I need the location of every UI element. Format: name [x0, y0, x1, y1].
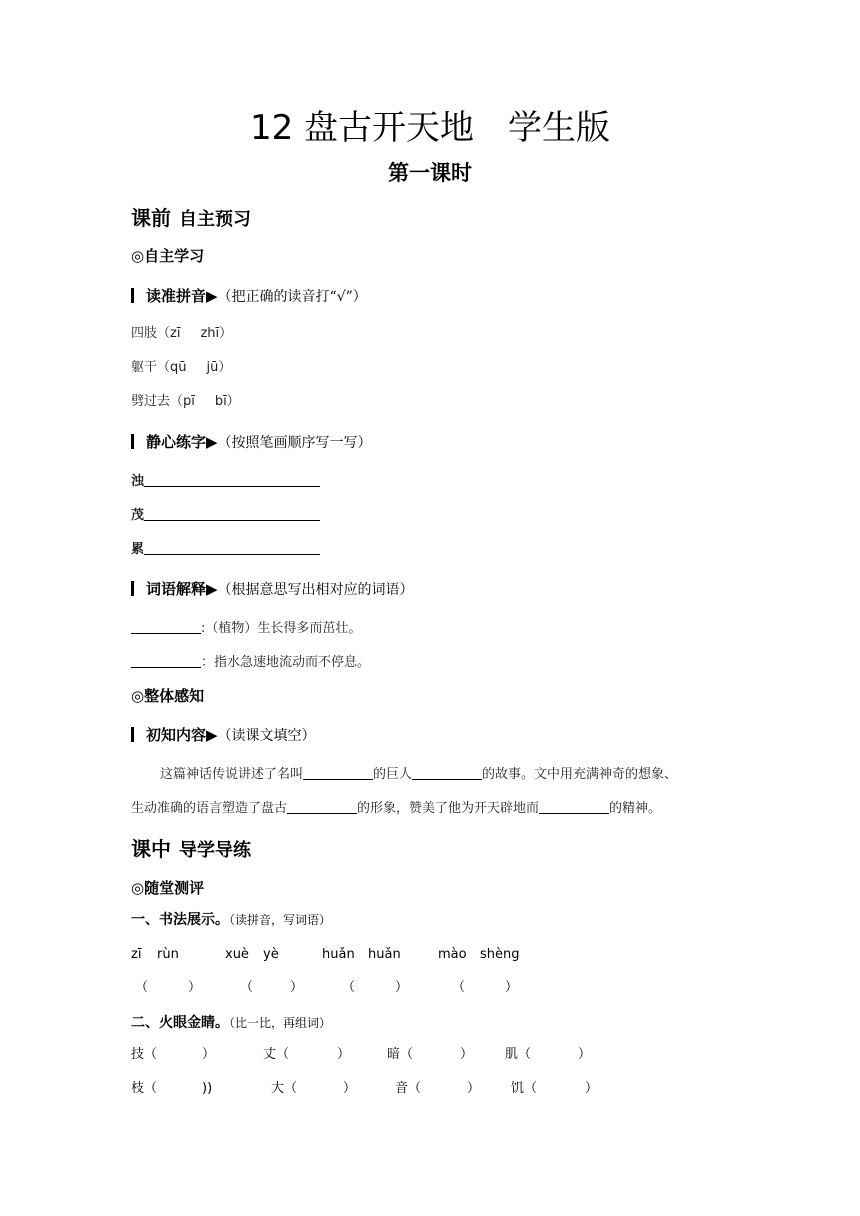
paren-open: （ [240, 980, 254, 995]
compare-char: 暗（ [387, 1047, 414, 1062]
paren-close: )) [202, 1081, 213, 1096]
vocab-item [131, 618, 361, 640]
paragraph-text: 的精神。 [609, 801, 662, 816]
writing-row [131, 505, 320, 527]
paren-close: ） [460, 1047, 474, 1062]
content-label: 初知内容▶ [146, 726, 218, 744]
q2-row-1 [0, 1045, 860, 1065]
q1-answer-row [0, 978, 860, 998]
paren-close: ） [202, 1047, 216, 1062]
pinyin: zī [131, 947, 142, 962]
pinyin: huǎn [322, 947, 355, 962]
practice-char: 茂 [131, 508, 145, 523]
title-edition: 学生版 [508, 108, 611, 148]
page-title [0, 104, 860, 152]
pinyin-option: pī [183, 394, 195, 409]
pinyin: yè [263, 947, 279, 962]
vocab-heading [131, 577, 414, 602]
title-main: 12 盘古开天地 [249, 108, 475, 148]
reading-item [131, 391, 240, 413]
vocab-definition: :（植物）生长得多而茁壮。 [201, 621, 362, 636]
fill-blank[interactable] [412, 765, 482, 780]
paren-close: ） [505, 980, 519, 995]
paragraph-text: 的故事。文中用充满神奇的想象、 [482, 767, 678, 782]
compare-char: 枝（ [131, 1081, 158, 1096]
section-pre-heading [131, 203, 251, 235]
pinyin: xuè [225, 947, 249, 962]
section-marker [131, 581, 134, 596]
vocab-hint: （根据意思写出相对应的词语） [217, 582, 414, 598]
reading-word: 劈过去（ [131, 394, 184, 409]
paren-close: ） [578, 1047, 592, 1062]
compare-char: 肌（ [505, 1047, 532, 1062]
pinyin-option: bī [214, 394, 227, 409]
compare-char: 技（ [131, 1047, 158, 1062]
overall-heading: ◎整体感知 [131, 687, 205, 705]
pinyin: shèng [480, 947, 520, 962]
test-heading: ◎随堂测评 [131, 879, 205, 897]
writing-heading [131, 430, 372, 455]
vocab-blank[interactable] [131, 619, 201, 634]
vocab-label: 词语解释▶ [146, 580, 218, 598]
pinyin: rùn [157, 947, 179, 962]
self-study-heading: ◎自主学习 [131, 247, 205, 265]
compare-char: 饥（ [511, 1081, 538, 1096]
section-mid-label: 课中 [131, 837, 171, 861]
pinyin-option: jū [206, 360, 219, 375]
paren-close: ） [188, 980, 202, 995]
reading-word: 四肢（ [131, 326, 171, 341]
content-hint: （读课文填空） [217, 728, 316, 744]
paren-close: ） [218, 360, 232, 375]
writing-row [131, 471, 320, 493]
q1-pinyin-row [0, 945, 860, 965]
content-paragraph-line-1 [160, 764, 677, 786]
pinyin: huǎn [368, 947, 401, 962]
q2-label: 二、火眼金睛。 [131, 1015, 229, 1031]
pinyin-option: zhī [200, 326, 220, 341]
reading-heading [131, 284, 367, 309]
reading-label: 读准拼音▶ [146, 287, 218, 305]
paren-close: ） [585, 1081, 599, 1096]
section-mid-sub: 导学导练 [179, 840, 251, 861]
vocab-definition: ：指水急速地流动而不停息。 [201, 655, 371, 670]
writing-blank[interactable] [144, 506, 320, 521]
reading-hint: （把正确的读音打“√”） [217, 289, 367, 305]
paren-close: ） [290, 980, 304, 995]
paren-close: ） [337, 1047, 351, 1062]
writing-label: 静心练字▶ [146, 433, 218, 451]
section-pre-sub: 自主预习 [179, 209, 251, 230]
paragraph-text: 这篇神话传说讲述了名叫 [160, 767, 304, 782]
reading-item [131, 323, 232, 345]
q1-label: 一、书法展示。 [131, 912, 229, 928]
section-marker [131, 434, 134, 449]
paragraph-text: 的形象，赞美了他为开天辟地而 [357, 801, 540, 816]
pinyin-option: zī [170, 326, 181, 341]
q1-hint: （读拼音，写词语） [229, 913, 332, 927]
content-heading [131, 723, 316, 748]
fill-blank[interactable] [539, 799, 609, 814]
writing-blank[interactable] [144, 540, 320, 555]
question-1-title [131, 909, 331, 931]
lesson-subtitle: 第一课时 [388, 160, 472, 185]
compare-char: 音（ [395, 1081, 422, 1096]
writing-hint: （按照笔画顺序写一写） [217, 435, 372, 451]
vocab-item [131, 652, 370, 674]
compare-char: 丈（ [263, 1047, 290, 1062]
section-marker [131, 288, 134, 303]
fill-blank[interactable] [287, 799, 357, 814]
paren-close: ） [226, 394, 240, 409]
paren-close: ） [219, 326, 233, 341]
q2-hint: （比一比，再组词） [229, 1016, 332, 1030]
paren-open: （ [342, 980, 356, 995]
paren-open: （ [135, 980, 149, 995]
paragraph-text: 生动准确的语言塑造了盘古 [131, 801, 288, 816]
compare-char: 大（ [271, 1081, 298, 1096]
pinyin-option: qū [170, 360, 187, 375]
section-mid-heading [131, 834, 251, 866]
question-2-title [131, 1012, 331, 1034]
pinyin: mào [438, 947, 467, 962]
fill-blank[interactable] [303, 765, 373, 780]
paragraph-text: 的巨人 [373, 767, 413, 782]
writing-blank[interactable] [144, 472, 320, 487]
paren-close: ） [343, 1081, 357, 1096]
writing-row [131, 539, 320, 561]
paren-close: ） [395, 980, 409, 995]
reading-item [131, 357, 231, 379]
reading-word: 躯干（ [131, 360, 171, 375]
section-marker [131, 727, 134, 742]
q2-row-2 [0, 1079, 860, 1099]
content-paragraph-line-2 [131, 798, 661, 820]
vocab-blank[interactable] [131, 653, 201, 668]
practice-char: 浊 [131, 474, 145, 489]
paren-open: （ [452, 980, 466, 995]
practice-char: 累 [131, 542, 145, 557]
section-pre-label: 课前 [131, 206, 171, 230]
paren-close: ） [467, 1081, 481, 1096]
